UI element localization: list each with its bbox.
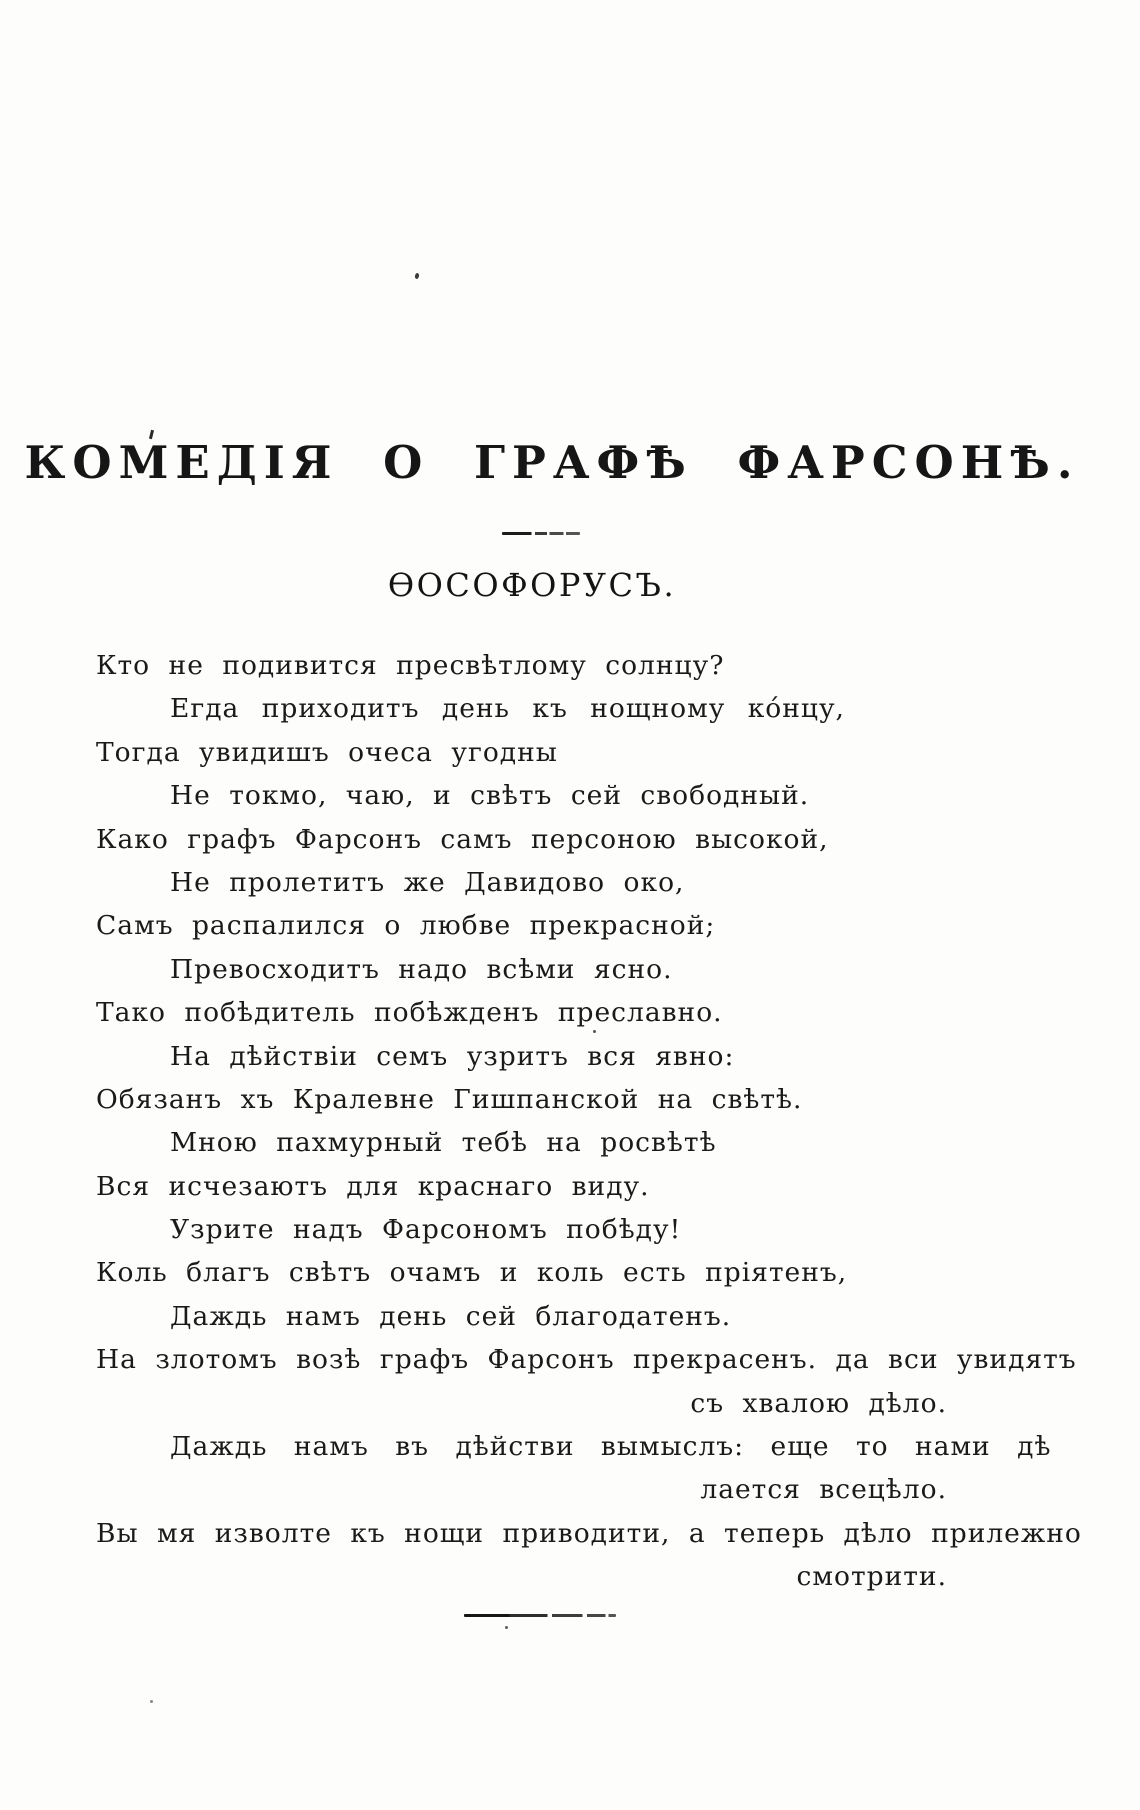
poem-line: Узрите надъ Фарсономъ побѣду! — [170, 1214, 682, 1246]
scan-speck — [150, 1700, 153, 1703]
poem-line: Мною пахмурный тебѣ на росвѣтѣ — [170, 1127, 717, 1159]
poem-line: лается всецѣло. — [700, 1474, 947, 1506]
poem-line: смотрити. — [796, 1561, 947, 1593]
poem-line: Тако побѣдитель побѣжденъ преславно. — [96, 997, 723, 1029]
poem-line: Кто не подивится пресвѣтлому солнцу? — [96, 650, 725, 681]
title-divider — [502, 532, 580, 535]
poem-line: Даждь намъ день сей благодатенъ. — [170, 1300, 732, 1332]
poem-line: Коль благъ свѣтъ очамъ и коль есть пріятенъ, — [96, 1257, 848, 1289]
poem-line: Тогда увидишъ очеса угодны — [96, 736, 558, 768]
poem-line: Превосходитъ надо всѣми ясно. — [170, 953, 673, 985]
poem-line: Вся исчезаютъ для краснаго виду. — [96, 1170, 650, 1202]
poem-line: На злотомъ возѣ графъ Фарсонъ прекрасенъ. да вси увидятъ — [96, 1344, 1077, 1376]
poem-line: Како графъ Фарсонъ самъ персоною высокой, — [96, 823, 829, 855]
scan-speck — [505, 1626, 508, 1629]
page-title: КОМЕДІЯ О ГРАФѢ ФАРСОНѢ. — [24, 436, 1080, 489]
poem-line: съ хвалою дѣло. — [690, 1387, 947, 1419]
bottom-divider — [464, 1614, 616, 1617]
poem — [96, 644, 1082, 1599]
section-heading: ѲОСОФОРУСЪ. — [387, 566, 677, 604]
poem-line: Вы мя изволте къ нощи приводити, а теперь дѣло прилежно — [96, 1517, 1082, 1549]
poem-line: Обязанъ хъ Кралевне Гишпанской на свѣтѣ. — [96, 1083, 803, 1115]
poem-line: Егда приходитъ день къ нощному ко́нцу, — [170, 693, 845, 725]
poem-line: Даждь намъ въ дѣйстви вымыслъ: еще то нами дѣ — [170, 1431, 1052, 1463]
poem-line: На дѣйствіи семъ узритъ вся явно: — [170, 1040, 735, 1072]
poem-line: Не пролетитъ же Давидово око, — [170, 866, 685, 898]
poem-line: Самъ распалился о любве прекрасной; — [96, 910, 716, 942]
poem-line: Не токмо, чаю, и свѣтъ сей свободный. — [170, 780, 810, 812]
scan-speck — [414, 273, 419, 280]
scan-speck — [593, 1030, 596, 1033]
